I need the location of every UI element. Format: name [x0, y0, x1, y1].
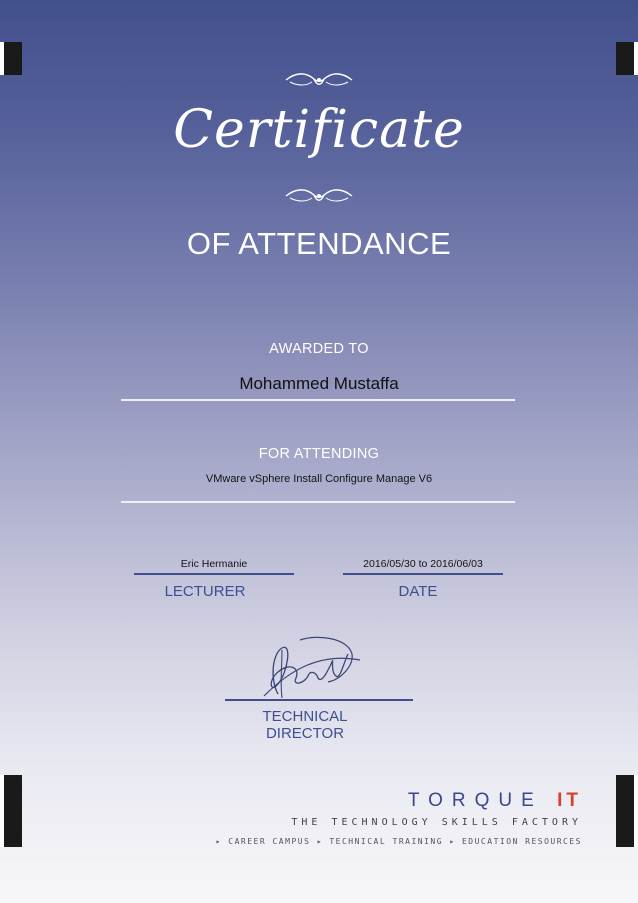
- date-label: DATE: [398, 583, 438, 600]
- corner-bar-bottom-left: [0, 775, 22, 847]
- date-value: 2016/05/30 to 2016/06/03: [363, 558, 483, 570]
- lecturer-name: Eric Hermanie: [180, 558, 248, 570]
- recipient-underline: [121, 399, 515, 401]
- brand-main: TORQUE: [407, 790, 543, 811]
- flourish-ornament-icon: [0, 186, 638, 211]
- lecturer-underline: [134, 573, 294, 575]
- brand-links: ▸ CAREER CAMPUS ▸ TECHNICAL TRAINING ▸ EDUCATION RESOURCES: [215, 837, 582, 846]
- director-label: TECHNICAL DIRECTOR: [262, 708, 348, 742]
- director-underline: [225, 699, 413, 701]
- brand-accent: IT: [557, 790, 582, 811]
- lecturer-label: LECTURER: [164, 583, 246, 600]
- recipient-name: Mohammed Mustaffa: [239, 374, 399, 393]
- flourish-ornament-icon: [0, 70, 638, 95]
- signature-icon: [248, 632, 368, 704]
- date-underline: [343, 573, 503, 575]
- certificate-title: Certificate: [173, 100, 465, 160]
- awarded-to-label: AWARDED TO: [269, 341, 369, 357]
- for-attending-label: FOR ATTENDING: [258, 446, 380, 462]
- course-underline: [121, 501, 515, 503]
- certificate-subtitle: OF ATTENDANCE: [186, 226, 452, 261]
- brand-tagline: THE TECHNOLOGY SKILLS FACTORY: [291, 817, 582, 828]
- brand-logo: [408, 790, 582, 812]
- corner-bar-bottom-right: [616, 775, 638, 847]
- course-name: VMware vSphere Install Configure Manage V6: [205, 473, 433, 485]
